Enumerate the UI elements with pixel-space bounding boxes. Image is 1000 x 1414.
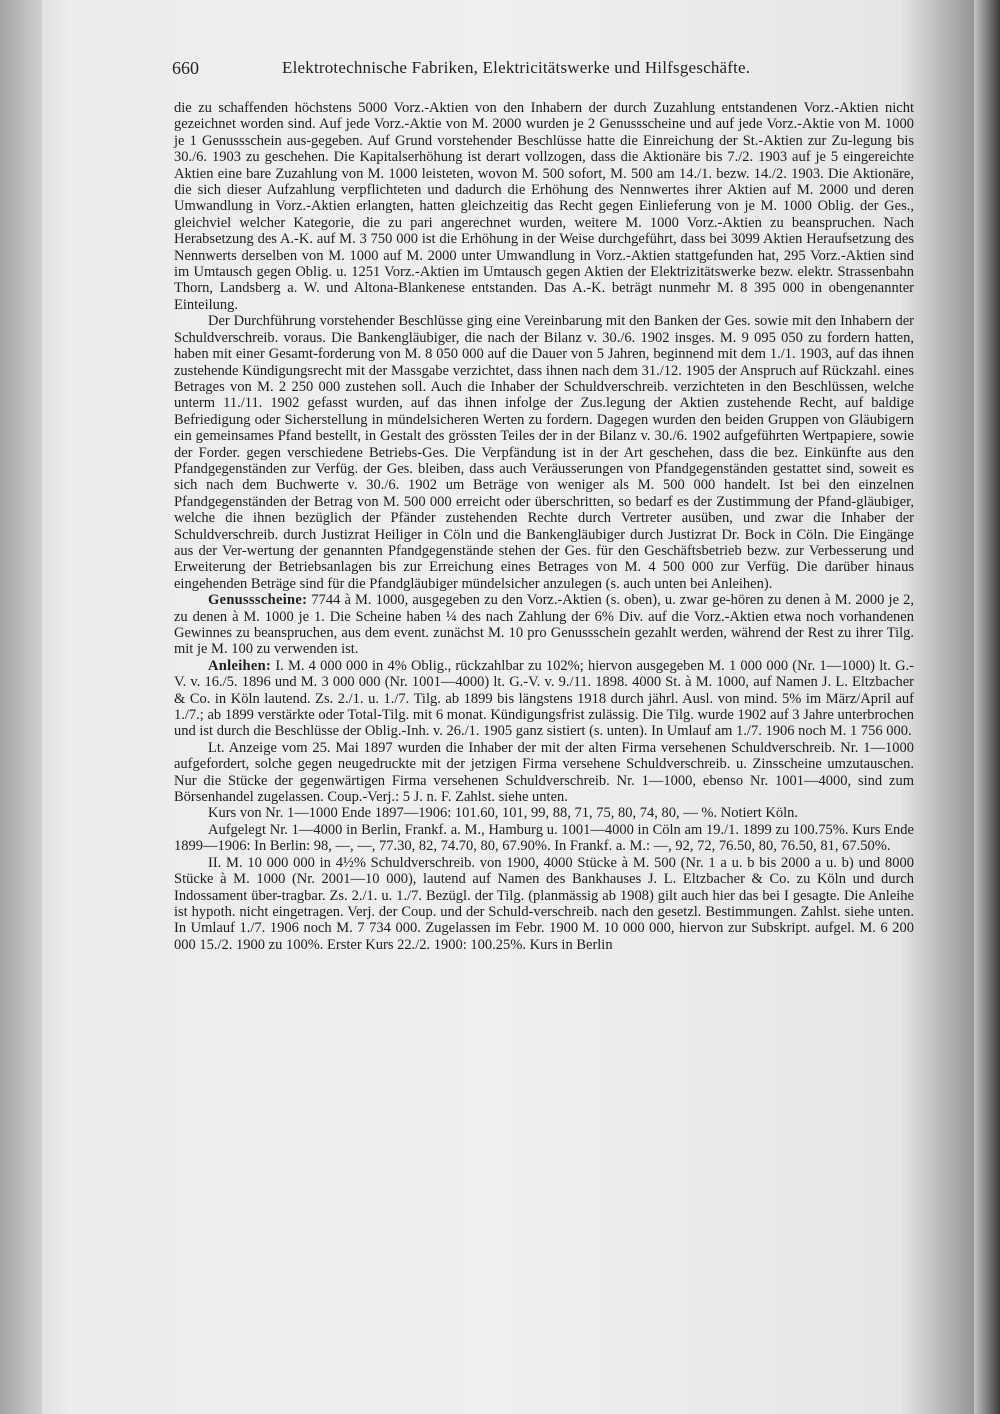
paragraph-anleihen [174, 658, 914, 740]
page-body [174, 100, 914, 953]
paragraph-text: I. M. 4 000 000 in 4% Oblig., rückzahlbar zu 102%; hiervon ausgegeben M. 1 000 000 (Nr. 1—1000) lt. G.-V. v. 16./5. 1896 und M. 3 000 000 (Nr. 1001—4000) lt. G.-V. v. 9./11. 1898. 4000 St. à M. 1000, auf Namen J. L. Eltzbacher & Co. in Köln lautend. Zs. 2./1. u. 1./7. Tilg. ab 1899 bis längstens 1918 durch jährl. Ausl. von mind. 5% im März/April auf 1./7.; ab 1899 verstärkte oder Total-Tilg. mit 6 monat. Kündigungsfrist zulässig. Die Tilg. wurde 1902 auf 3 Jahre unterbrochen und ist durch die Beschlüsse der Oblig.-Inh. v. 26./1. 1905 ganz sistiert (s. unten). In Umlauf am 1./7. 1906 noch M. 1 756 000. [174, 657, 914, 740]
paragraph-text: Lt. Anzeige vom 25. Mai 1897 wurden die Inhaber der mit der alten Firma versehenen Schuldverschreib. Nr. 1—1000 aufgefordert, solche gegen neugedruckte mit der jetzigen Firma versehene Schuldverschreib. u. Zinsscheine umzutauschen. Nur die Stücke der gegenwärtigen Firma versehenen Schuldverschreib. Nr. 1—1000, ebenso Nr. 1001—4000, sind zum Börsenhandel zugelassen. Coup.-Verj.: 5 J. n. F. Zahlst. siehe unten. [174, 739, 914, 806]
paragraph-text: II. M. 10 000 000 in 4½% Schuldverschreib. von 1900, 4000 Stücke à M. 500 (Nr. 1 a u. b bis 2000 a u. b) und 8000 Stücke à M. 1000 (Nr. 2001—10 000), lautend auf Namen des Bankhauses J. L. Eltzbacher & Co. zu Köln und durch Indossament über-tragbar. Zs. 2./1. u. 1./7. Bezügl. der Tilg. (planmässig ab 1908) gilt auch hier das bei I gesagte. Die Anleihe ist hypoth. nicht eingetragen. Verj. der Coup. und der Schuld-verschreib. nach den gesetzl. Bestimmungen. Zahlst. siehe unten. In Umlauf 1./7. 1906 noch M. 7 734 000. Zugelassen im Febr. 1900 M. 10 000 000, hiervon zur Subskript. aufgel. M. 6 200 000 15./2. 1900 zu 100%. Erster Kurs 22./2. 1900: 100.25%. Kurs in Berlin [174, 854, 914, 953]
paragraph-text: Aufgelegt Nr. 1—4000 in Berlin, Frankf. a. M., Hamburg u. 1001—4000 in Cöln am 19./1. 1899 zu 100.75%. Kurs Ende 1899—1906: In Berlin: 98, —, —, 77.30, 82, 74.70, 80, 67.90%. In Frankf. a. M.: —, 92, 72, 76.50, 80, 76.50, 81, 67.50%. [174, 821, 914, 855]
paragraph-genussscheine [174, 592, 914, 658]
section-label-genussscheine: Genussscheine: [208, 592, 308, 609]
paragraph-capital-increase [174, 100, 914, 313]
page-number: 660 [172, 58, 199, 78]
running-title: Elektrotechnische Fabriken, Elektricitätswerke und Hilfsgeschäfte. [282, 58, 751, 77]
paragraph-issue-prices [174, 822, 914, 855]
paragraph-text: 7744 à M. 1000, ausgegeben zu den Vorz.-Aktien (s. oben), u. zwar ge-hören zu denen à M. 2000 je 2, zu denen à M. 1000 je 1. Die Scheine haben ¼ des nach Zahlung der 6% Div. auf die Vorz.-Aktien etwa noch vorhandenen Gewinnes zu beanspruchen, aus dem event. zunächst M. 10 pro Genussschein gezahlt werden, während der Rest zu ihrer Tilg. mit je M. 100 zu verwenden ist. [174, 592, 914, 658]
book-gutter-shadow [0, 0, 42, 1414]
section-label-anleihen: Anleihen: [208, 657, 272, 674]
paragraph-text: die zu schaffenden höchstens 5000 Vorz.-Aktien von den Inhabern der durch Zuzahlung entstandenen Vorz.-Aktien nicht gezeichnet worden sind. Auf jede Vorz.-Aktie von M. 2000 wurden je 2 Genussscheine und auf jede Vorz.-Aktie von M. 1000 je 1 Genussschein aus-gegeben. Auf Grund vorstehender Beschlüsse hatte die Einreichung der St.-Aktien zur Zu-legung bis 30./6. 1903 zu geschehen. Die Kapitalserhöhung ist derart vollzogen, dass die Aktionäre bis 7./2. 1903 auf je 5 eingereichte Aktien eine bare Zuzahlung von M. 1000 leisteten, wovon M. 500 sofort, M. 500 am 14./1. bezw. 14./2. 1903. Die Aktionäre, die sich dieser Aufzahlung verpflichteten und dadurch die Erhöhung des Nennwertes ihrer Aktien auf M. 2000 und deren Umwandlung in Vorz.-Aktien erlangten, hatten gleichzeitig das Recht gegen Einlieferung von je M. 1000 Oblig. der Ges., gleichviel welcher Kategorie, die zu pari angerechnet wurden, weitere M. 1000 Vorz.-Aktien zu beanspruchen. Nach Herabsetzung des A.-K. auf M. 3 750 000 ist die Erhöhung in der Weise durchgeführt, dass bei 3099 Aktien Heraufsetzung des Nennwerts derselben von M. 1000 auf M. 2000 unter Umwandlung in Vorz.-Aktien stattgefunden hat, 295 Vorz.-Aktien sind im Umtausch gegen Oblig. u. 1251 Vorz.-Aktien im Umtausch gegen Aktien der Elektrizitätswerke bezw. elektr. Strassenbahn Thorn, Landsberg a. W. und Altona-Blankenese entstanden. Das A.-K. beträgt nunmehr M. 8 395 000 in obengenannter Einteilung. [174, 100, 914, 313]
paragraph-notice [174, 740, 914, 806]
paragraph-loan-ii [174, 855, 914, 953]
paragraph-text: Kurs von Nr. 1—1000 Ende 1897—1906: 101.60, 101, 99, 88, 71, 75, 80, 74, 80, — %. Notiert Köln. [208, 805, 799, 822]
page-edge-shadow [974, 0, 1000, 1414]
paragraph-price-koeln [174, 805, 914, 821]
paragraph-bank-agreement [174, 313, 914, 592]
paragraph-text: Der Durchführung vorstehender Beschlüsse ging eine Vereinbarung mit den Banken der Ges. sowie mit den Inhabern der Schuldverschreib. voraus. Die Bankengläubiger, die nach der Bilanz v. 30./6. 1902 insges. M. 9 095 050 zu fordern hatten, haben mit einer Gesamt-forderung von M. 8 050 000 auf die Dauer von 5 Jahren, beginnend mit dem 1./1. 1903, auf das ihnen zustehende Kündigungsrecht mit der Massgabe verzichtet, dass ihnen nach dem 31./12. 1905 der Anspruch auf Rückzahl. eines Betrages von M. 2 250 000 zustehen soll. Auch die Inhaber der Schuldverschreib. verzichteten in den Beschlüssen, welche unterm 11./11. 1902 gefasst wurden, auf das ihnen infolge der Zus.legung der Aktien zustehende Recht, auf baldige Befriedigung oder Sicherstellung in mündelsicheren Werten zu fordern. Dagegen wurden den beiden Gruppen von Gläubigern ein gemeinsames Pfand bestellt, in Gestalt des grössten Teiles der in der Bilanz v. 30./6. 1902 aufgeführten Wertpapiere, sowie der Forder. gegen verschiedene Betriebs-Ges. Die Verpfändung ist in der Art geschehen, dass die bez. Einkünfte aus den Pfandgegenständen zur Verfüg. der Ges. bleiben, dass auch Veräusserungen von Pfandgegenständen gestattet sind, soweit es sich nach dem Buchwerte v. 30./6. 1902 um Beträge von weniger als M. 500 000 handelt. Ist bei den einzelnen Pfandgegenständen der Betrag von M. 500 000 erreicht oder überschritten, so bedarf es der Zustimmung der Pfand-gläubiger, welche die ihnen bezüglich der Pfänder zustehenden Rechte durch Vertreter ausüben, und zwar die Inhaber der Schuldverschreib. durch Justizrat Heiliger in Cöln und die Bankengläubiger durch Justizrat Dr. Bock in Cöln. Die Eingänge aus der Ver-wertung der genannten Pfandgegenstände stehen der Ges. für den Geschäftsbetrieb bezw. zur Verbesserung und Erweiterung der Betriebsanlagen bis zur Erreichung eines Betrages von M. 4 500 000 zur Verfüg. Die darüber hinaus eingehenden Beträge sind für die Pfandgläubiger mündelsicher anzulegen (s. auch unten bei Anleihen). [174, 313, 914, 592]
